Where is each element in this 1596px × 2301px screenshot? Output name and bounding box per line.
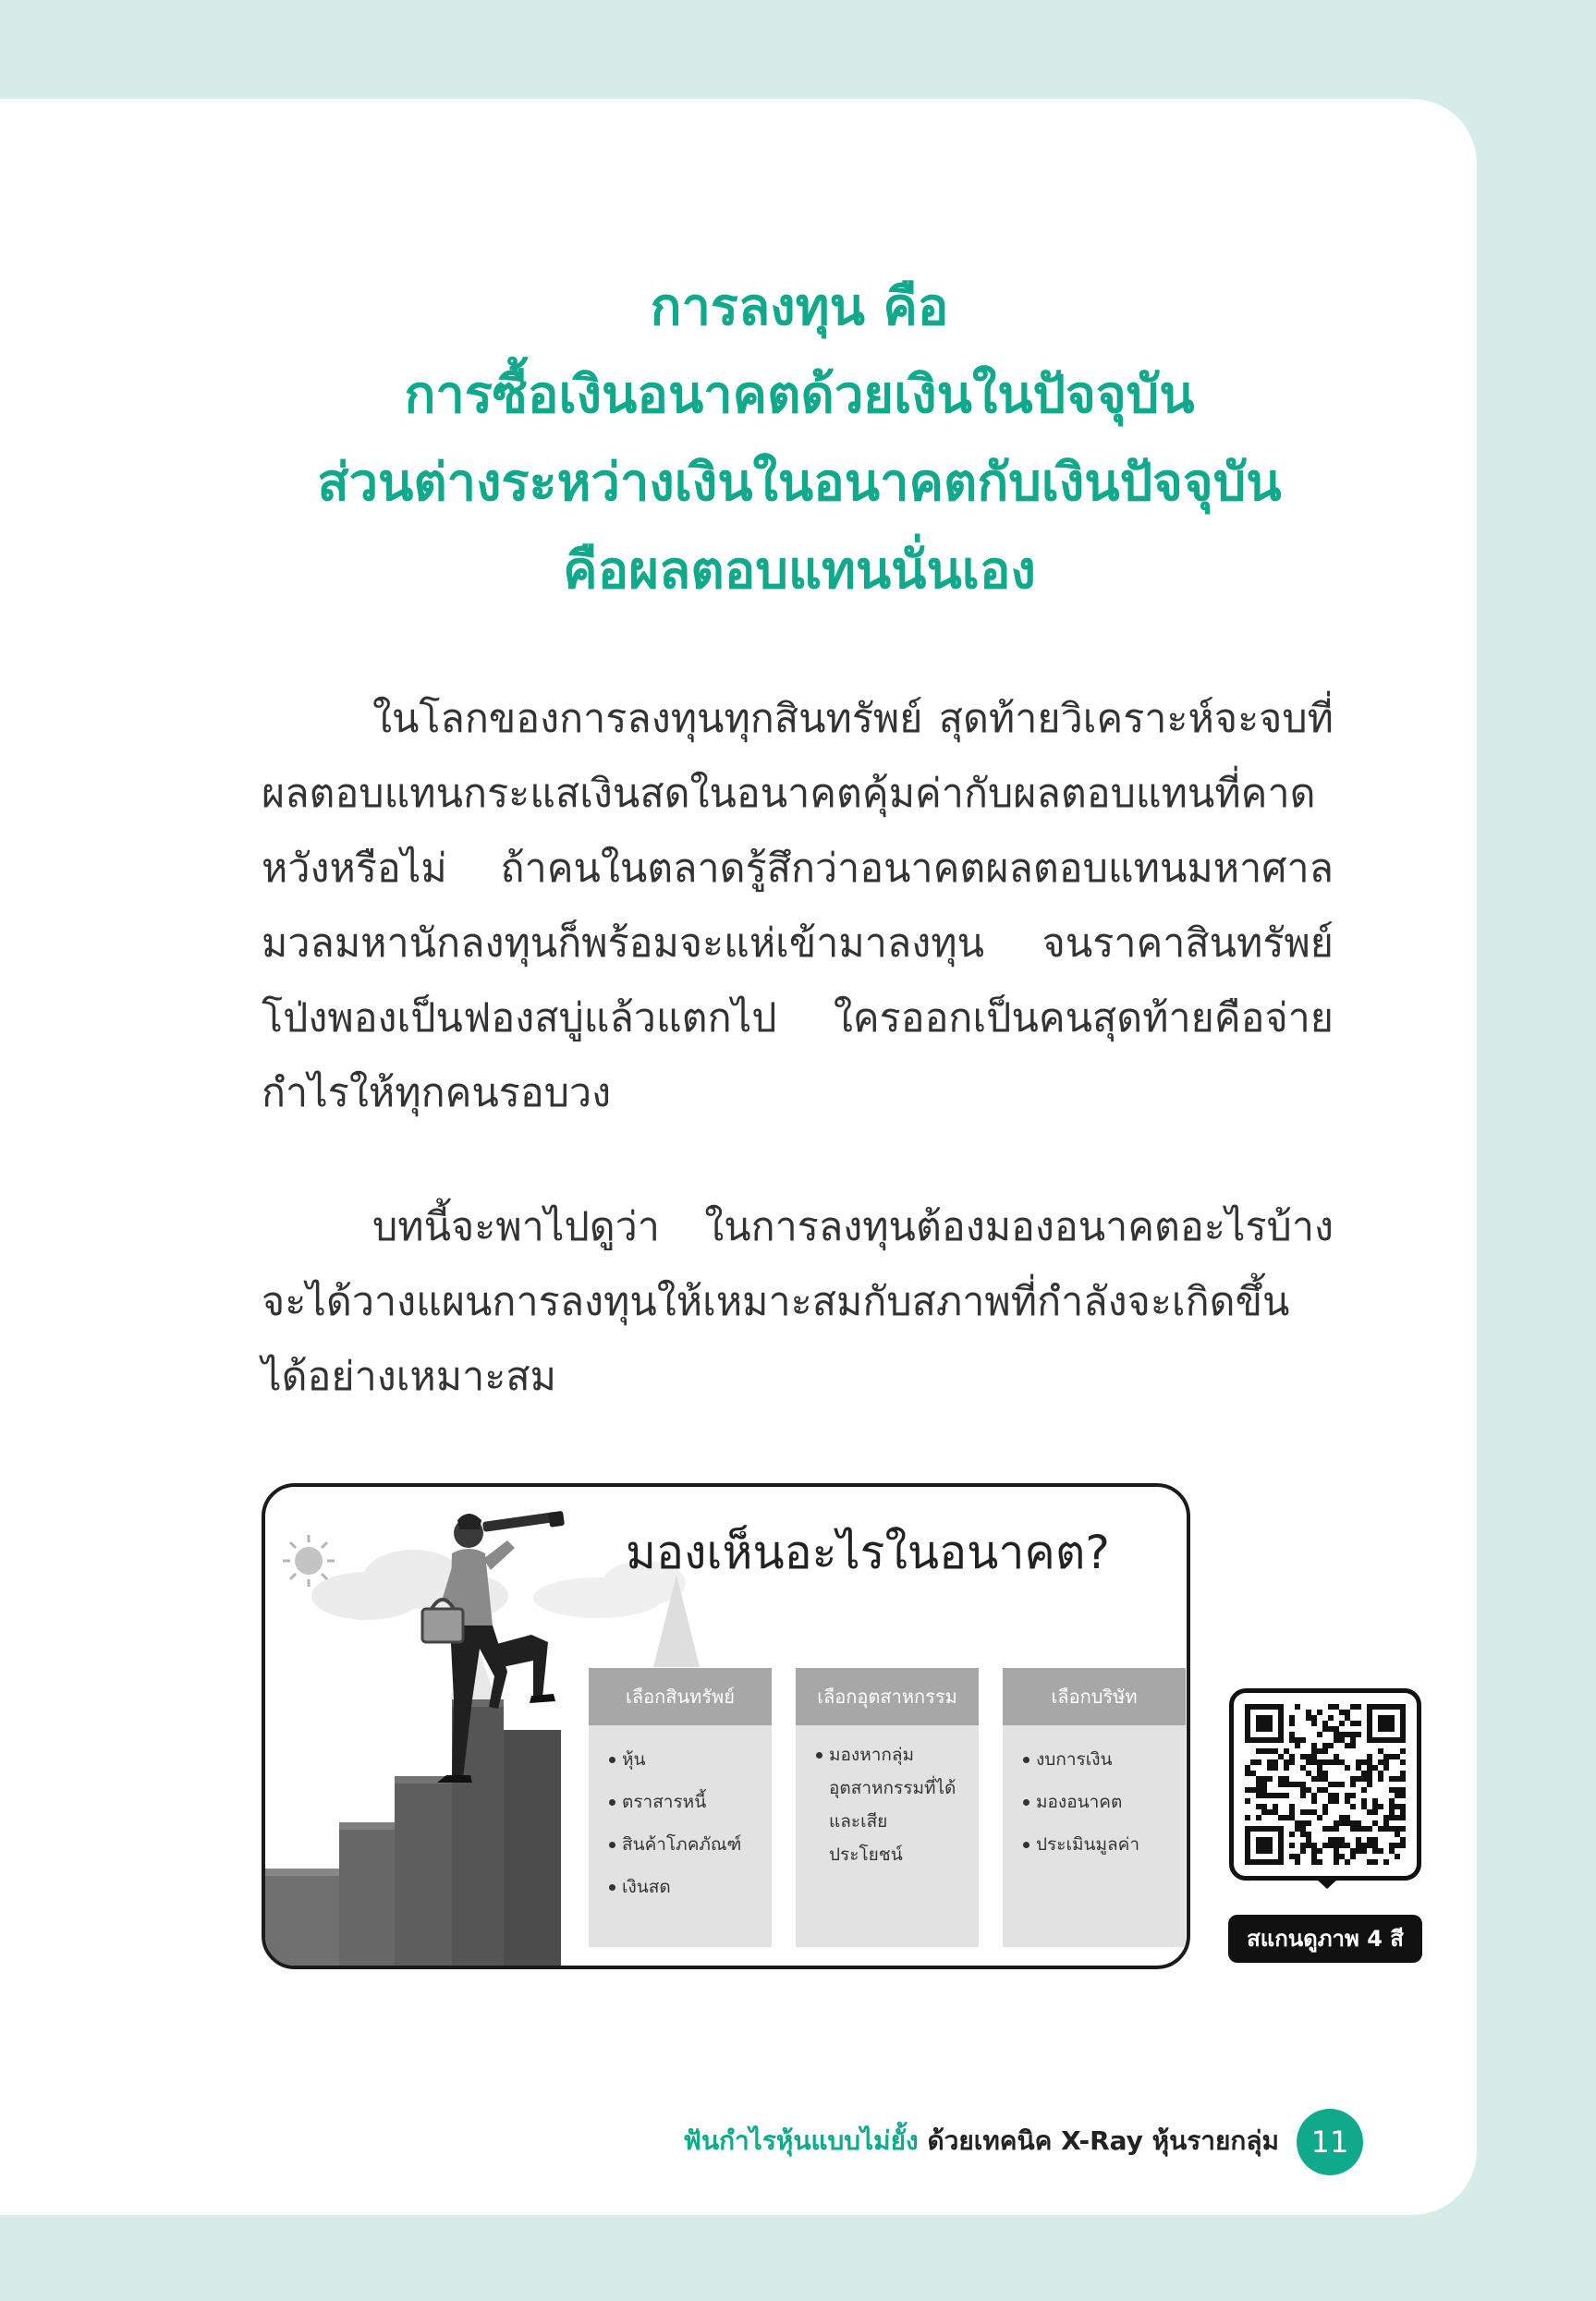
footer-series-title: ฟันกำไรหุ้นแบบไม่ยั้ง xyxy=(683,2125,919,2156)
column-items xyxy=(589,1738,772,1908)
staircase-icon xyxy=(265,1699,561,1966)
running-footer xyxy=(683,2123,1279,2160)
column-heading: เลือกบริษัท xyxy=(1003,1668,1186,1725)
list-item: หุ้น xyxy=(609,1738,772,1781)
column-heading: เลือกสินทรัพย์ xyxy=(589,1668,772,1725)
column-items xyxy=(796,1738,979,1871)
column-heading: เลือกอุตสาหกรรม xyxy=(796,1668,979,1725)
column-choose-asset xyxy=(589,1668,772,1947)
list-item: มองหากลุ่มอุตสาหกรรมที่ได้และเสียประโยชน์ xyxy=(816,1738,958,1871)
body-paragraph-1: ในโลกของการลงทุนทุกสินทรัพย์ สุดท้ายวิเคราะห์จะจบที่ผลตอบแทนกระแสเงินสดในอนาคตคุ้มค่ากับผลตอบแทนที่คาดหวังหรือไม่ ถ้าคนในตลาดรู้สึกว่าอนาคตผลตอบแทนมหาศาล มวลมหานักลงทุนก็พร้อมจะแห่เข้ามาลงทุน จนราคาสินทรัพย์โป่งพองเป็นฟองสบู่แล้วแตกไป ใครออกเป็นคนสุดท้ายคือจ่ายกำไรให้ทุกคนรอบวง xyxy=(262,696,1334,1116)
list-item: เงินสด xyxy=(609,1866,772,1908)
qr-code-icon xyxy=(1245,1704,1406,1865)
list-item: ตราสารหนี้ xyxy=(609,1781,772,1823)
list-item: สินค้าโภคภัณฑ์ xyxy=(609,1823,772,1866)
column-choose-company xyxy=(1003,1668,1186,1947)
infographic-title: มองเห็นอะไรในอนาคต? xyxy=(626,1526,1110,1579)
qr-pointer xyxy=(1317,1880,1337,1889)
list-item: งบการเงิน xyxy=(1023,1738,1186,1781)
qr-caption: สแกนดูภาพ 4 สี xyxy=(1228,1915,1422,1963)
page-number-badge: 11 xyxy=(1297,2109,1363,2175)
column-choose-industry xyxy=(796,1668,979,1947)
headline-line-2: การซื้อเงินอนาคตด้วยเงินในปัจจุบัน xyxy=(404,365,1195,425)
footer-book-title: ด้วยเทคนิค X-Ray หุ้นรายกลุ่ม xyxy=(918,2125,1279,2156)
list-item: ประเมินมูลค่า xyxy=(1023,1823,1186,1866)
body-paragraph-2: บทนี้จะพาไปดูว่า ในการลงทุนต้องมองอนาคตอะไรบ้างจะได้วางแผนการลงทุนให้เหมาะสมกับสภาพที่กำลังจะเกิดขึ้นได้อย่างเหมาะสม xyxy=(262,1204,1334,1400)
headline-line-4: คือผลตอบแทนนั่นเอง xyxy=(563,541,1036,601)
headline-line-1: การลงทุน คือ xyxy=(650,277,949,337)
list-item: มองอนาคต xyxy=(1023,1781,1186,1823)
future-vision-infographic xyxy=(262,1483,1190,1969)
qr-code[interactable] xyxy=(1229,1688,1421,1881)
sun-icon xyxy=(283,1535,335,1587)
chapter-headline xyxy=(185,263,1414,615)
column-items xyxy=(1003,1738,1186,1866)
headline-line-3: ส่วนต่างระหว่างเงินในอนาคตกับเงินปัจจุบัน xyxy=(317,453,1282,513)
